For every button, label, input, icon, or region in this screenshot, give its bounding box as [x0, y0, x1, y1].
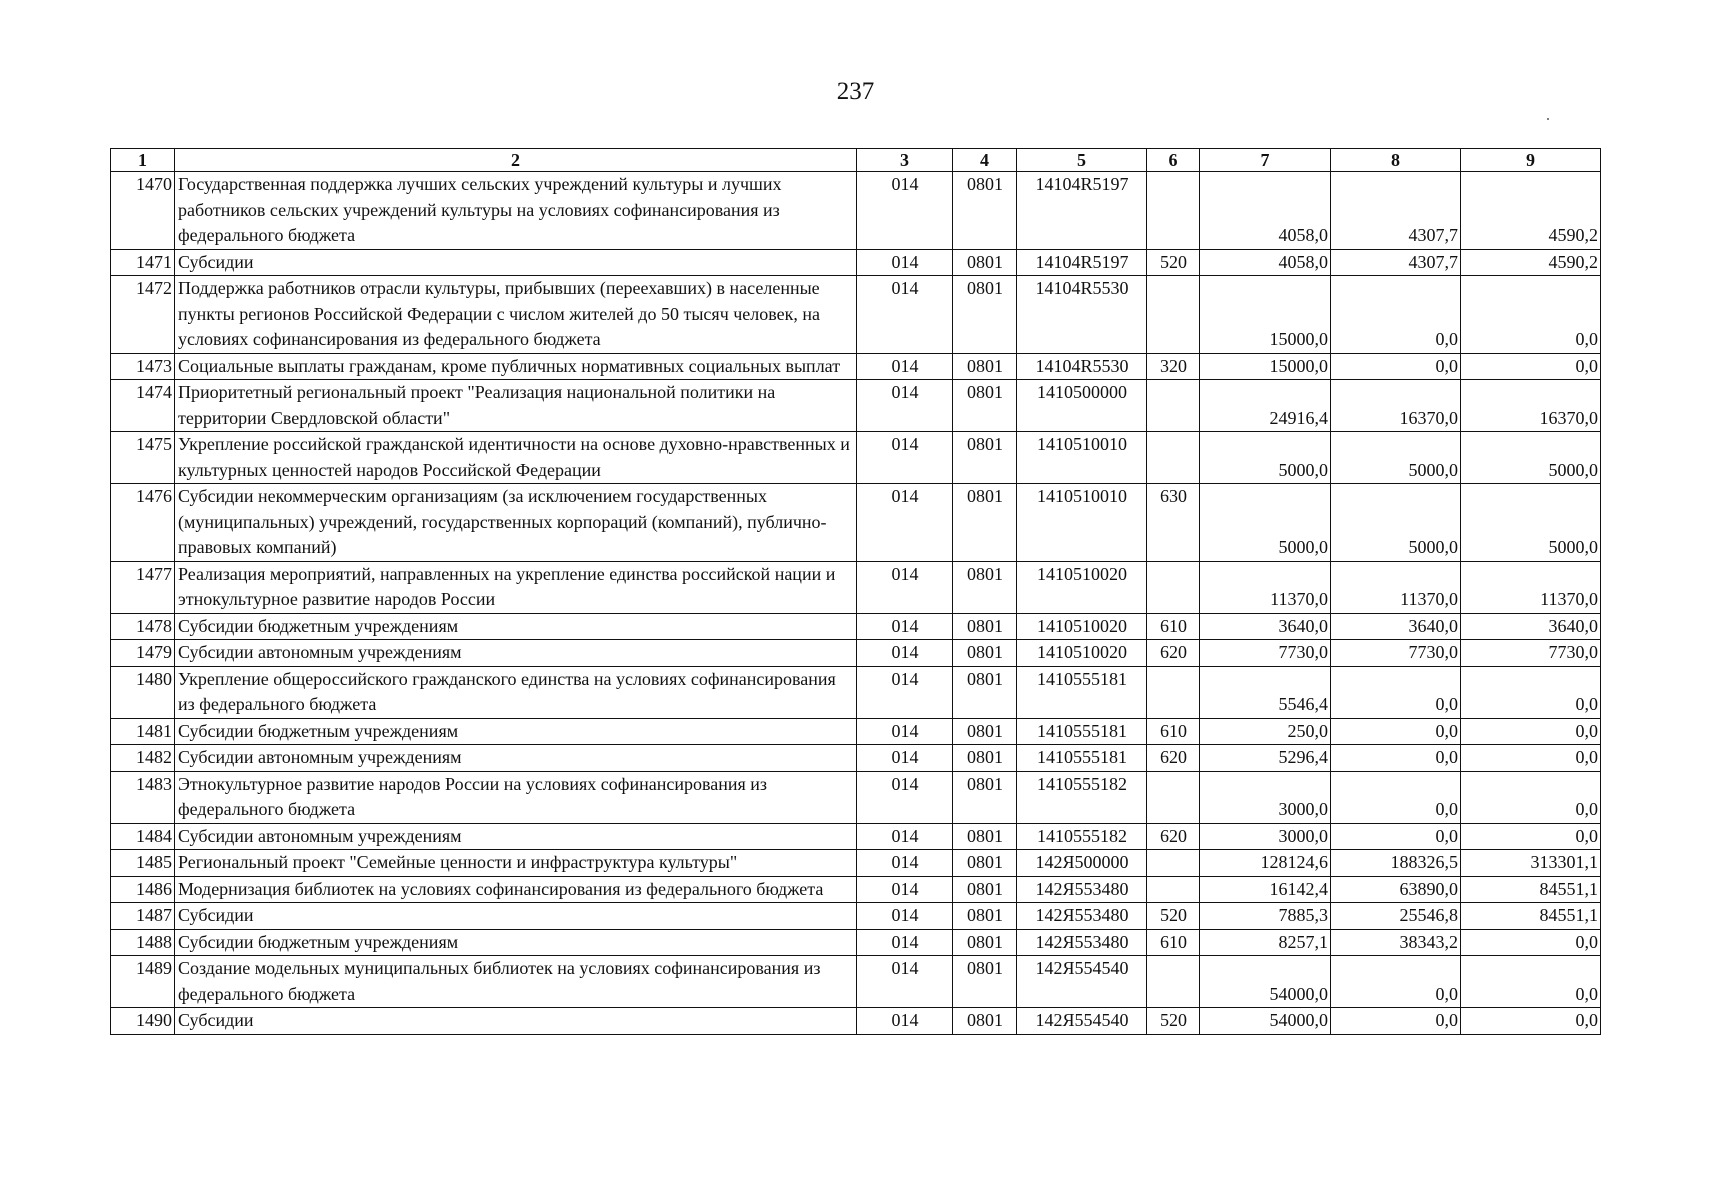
amount-col9: 4590,2: [1461, 249, 1601, 276]
row-name: Реализация мероприятий, направленных на укрепление единства российской нации и этнокультурное развитие народов России: [175, 561, 857, 613]
row-name: Укрепление общероссийского гражданского единства на условиях софинансирования из федерального бюджета: [175, 666, 857, 718]
expense-type: 520: [1147, 903, 1200, 930]
amount-col9: 16370,0: [1461, 380, 1601, 432]
ministry-code: 014: [857, 956, 953, 1008]
amount-col8: 188326,5: [1331, 850, 1461, 877]
expense-type: 610: [1147, 718, 1200, 745]
amount-col9: 0,0: [1461, 929, 1601, 956]
ministry-code: 014: [857, 432, 953, 484]
row-number: 1485: [111, 850, 175, 877]
table-row: [111, 172, 1601, 250]
target-code: 142Я553480: [1017, 929, 1147, 956]
amount-col8: 0,0: [1331, 823, 1461, 850]
header-row: [111, 149, 1601, 172]
amount-col9: 0,0: [1461, 276, 1601, 354]
amount-col8: 0,0: [1331, 1008, 1461, 1035]
expense-type: [1147, 876, 1200, 903]
row-name: Этнокультурное развитие народов России на условиях софинансирования из федерального бюджета: [175, 771, 857, 823]
section-code: 0801: [953, 666, 1017, 718]
ministry-code: 014: [857, 484, 953, 562]
row-number: 1472: [111, 276, 175, 354]
amount-col8: 7730,0: [1331, 640, 1461, 667]
expense-type: [1147, 850, 1200, 877]
target-code: 1410510020: [1017, 613, 1147, 640]
section-code: 0801: [953, 249, 1017, 276]
table-row: [111, 353, 1601, 380]
amount-col9: 0,0: [1461, 718, 1601, 745]
row-number: 1473: [111, 353, 175, 380]
row-name: Субсидии автономным учреждениям: [175, 745, 857, 772]
section-code: 0801: [953, 929, 1017, 956]
amount-col9: 11370,0: [1461, 561, 1601, 613]
expense-type: [1147, 771, 1200, 823]
row-number: 1471: [111, 249, 175, 276]
ministry-code: 014: [857, 1008, 953, 1035]
expense-type: 320: [1147, 353, 1200, 380]
amount-col9: 0,0: [1461, 771, 1601, 823]
section-code: 0801: [953, 353, 1017, 380]
ministry-code: 014: [857, 666, 953, 718]
table-row: [111, 432, 1601, 484]
section-code: 0801: [953, 432, 1017, 484]
page-number: 237: [836, 78, 875, 105]
column-header: 3: [857, 149, 953, 172]
amount-col8: 0,0: [1331, 666, 1461, 718]
amount-col7: 5296,4: [1200, 745, 1331, 772]
section-code: 0801: [953, 956, 1017, 1008]
section-code: 0801: [953, 876, 1017, 903]
row-name: Поддержка работников отрасли культуры, прибывших (переехавших) в населенные пункты регионов Российской Федерации с числом жителей до 50 тысяч человек, на условиях софинансирования из федерального бюджета: [175, 276, 857, 354]
amount-col8: 0,0: [1331, 718, 1461, 745]
row-number: 1490: [111, 1008, 175, 1035]
section-code: 0801: [953, 561, 1017, 613]
section-code: 0801: [953, 484, 1017, 562]
amount-col7: 15000,0: [1200, 353, 1331, 380]
amount-col9: 7730,0: [1461, 640, 1601, 667]
amount-col7: 7885,3: [1200, 903, 1331, 930]
section-code: 0801: [953, 640, 1017, 667]
target-code: 14104R5530: [1017, 276, 1147, 354]
expense-type: 620: [1147, 823, 1200, 850]
scan-speck: [1547, 118, 1549, 120]
table-row: [111, 876, 1601, 903]
amount-col7: 3000,0: [1200, 771, 1331, 823]
ministry-code: 014: [857, 380, 953, 432]
section-code: 0801: [953, 718, 1017, 745]
section-code: 0801: [953, 613, 1017, 640]
row-number: 1474: [111, 380, 175, 432]
amount-col9: 0,0: [1461, 1008, 1601, 1035]
row-number: 1475: [111, 432, 175, 484]
column-header: 2: [175, 149, 857, 172]
amount-col9: 5000,0: [1461, 432, 1601, 484]
row-name: Социальные выплаты гражданам, кроме публичных нормативных социальных выплат: [175, 353, 857, 380]
row-name: Приоритетный региональный проект "Реализация национальной политики на территории Свердловской области": [175, 380, 857, 432]
expense-type: 520: [1147, 1008, 1200, 1035]
row-number: 1470: [111, 172, 175, 250]
row-name: Модернизация библиотек на условиях софинансирования из федерального бюджета: [175, 876, 857, 903]
section-code: 0801: [953, 903, 1017, 930]
amount-col7: 54000,0: [1200, 1008, 1331, 1035]
expense-type: [1147, 956, 1200, 1008]
row-name: Субсидии автономным учреждениям: [175, 823, 857, 850]
target-code: 142Я553480: [1017, 876, 1147, 903]
row-name: Субсидии: [175, 903, 857, 930]
row-name: Субсидии бюджетным учреждениям: [175, 718, 857, 745]
column-header: 4: [953, 149, 1017, 172]
section-code: 0801: [953, 823, 1017, 850]
budget-table: [110, 148, 1601, 1035]
amount-col9: 5000,0: [1461, 484, 1601, 562]
amount-col7: 3640,0: [1200, 613, 1331, 640]
table-row: [111, 823, 1601, 850]
target-code: 1410510010: [1017, 484, 1147, 562]
table-row: [111, 613, 1601, 640]
amount-col7: 15000,0: [1200, 276, 1331, 354]
amount-col8: 5000,0: [1331, 432, 1461, 484]
ministry-code: 014: [857, 850, 953, 877]
target-code: 142Я554540: [1017, 1008, 1147, 1035]
section-code: 0801: [953, 771, 1017, 823]
amount-col8: 25546,8: [1331, 903, 1461, 930]
ministry-code: 014: [857, 172, 953, 250]
table-row: [111, 666, 1601, 718]
ministry-code: 014: [857, 771, 953, 823]
amount-col7: 5000,0: [1200, 432, 1331, 484]
amount-col8: 0,0: [1331, 276, 1461, 354]
amount-col8: 38343,2: [1331, 929, 1461, 956]
amount-col7: 250,0: [1200, 718, 1331, 745]
amount-col7: 54000,0: [1200, 956, 1331, 1008]
row-name: Создание модельных муниципальных библиотек на условиях софинансирования из федерального бюджета: [175, 956, 857, 1008]
amount-col7: 4058,0: [1200, 172, 1331, 250]
ministry-code: 014: [857, 876, 953, 903]
expense-type: [1147, 276, 1200, 354]
row-number: 1477: [111, 561, 175, 613]
row-name: Государственная поддержка лучших сельских учреждений культуры и лучших работников сельских учреждений культуры на условиях софинансирования из федерального бюджета: [175, 172, 857, 250]
column-header: 7: [1200, 149, 1331, 172]
section-code: 0801: [953, 172, 1017, 250]
amount-col9: 0,0: [1461, 823, 1601, 850]
amount-col9: 84551,1: [1461, 903, 1601, 930]
column-header: 8: [1331, 149, 1461, 172]
target-code: 142Я554540: [1017, 956, 1147, 1008]
amount-col8: 16370,0: [1331, 380, 1461, 432]
amount-col7: 24916,4: [1200, 380, 1331, 432]
target-code: 1410555181: [1017, 666, 1147, 718]
amount-col8: 0,0: [1331, 956, 1461, 1008]
section-code: 0801: [953, 1008, 1017, 1035]
column-header: 9: [1461, 149, 1601, 172]
target-code: 14104R5530: [1017, 353, 1147, 380]
row-number: 1484: [111, 823, 175, 850]
row-number: 1487: [111, 903, 175, 930]
amount-col9: 0,0: [1461, 353, 1601, 380]
amount-col9: 3640,0: [1461, 613, 1601, 640]
ministry-code: 014: [857, 353, 953, 380]
target-code: 1410555181: [1017, 718, 1147, 745]
table-row: [111, 718, 1601, 745]
target-code: 1410555182: [1017, 823, 1147, 850]
row-name: Субсидии некоммерческим организациям (за исключением государственных (муниципальных) учреждений, государственных корпораций (компаний), публично-правовых компаний): [175, 484, 857, 562]
expense-type: 610: [1147, 929, 1200, 956]
target-code: 14104R5197: [1017, 172, 1147, 250]
table-row: [111, 745, 1601, 772]
row-number: 1481: [111, 718, 175, 745]
expense-type: 520: [1147, 249, 1200, 276]
section-code: 0801: [953, 276, 1017, 354]
section-code: 0801: [953, 380, 1017, 432]
ministry-code: 014: [857, 640, 953, 667]
expense-type: 630: [1147, 484, 1200, 562]
amount-col7: 7730,0: [1200, 640, 1331, 667]
target-code: 1410500000: [1017, 380, 1147, 432]
row-name: Субсидии бюджетным учреждениям: [175, 613, 857, 640]
row-name: Субсидии автономным учреждениям: [175, 640, 857, 667]
amount-col7: 8257,1: [1200, 929, 1331, 956]
column-header: 6: [1147, 149, 1200, 172]
table-row: [111, 956, 1601, 1008]
table-row: [111, 640, 1601, 667]
amount-col7: 5546,4: [1200, 666, 1331, 718]
ministry-code: 014: [857, 823, 953, 850]
amount-col7: 3000,0: [1200, 823, 1331, 850]
row-name: Субсидии бюджетным учреждениям: [175, 929, 857, 956]
amount-col9: 84551,1: [1461, 876, 1601, 903]
column-header: 5: [1017, 149, 1147, 172]
row-number: 1479: [111, 640, 175, 667]
amount-col9: 0,0: [1461, 666, 1601, 718]
expense-type: [1147, 172, 1200, 250]
expense-type: [1147, 561, 1200, 613]
ministry-code: 014: [857, 929, 953, 956]
table-row: [111, 249, 1601, 276]
row-number: 1486: [111, 876, 175, 903]
row-number: 1482: [111, 745, 175, 772]
amount-col7: 5000,0: [1200, 484, 1331, 562]
row-number: 1483: [111, 771, 175, 823]
amount-col8: 3640,0: [1331, 613, 1461, 640]
amount-col8: 4307,7: [1331, 172, 1461, 250]
table-row: [111, 850, 1601, 877]
row-number: 1488: [111, 929, 175, 956]
ministry-code: 014: [857, 249, 953, 276]
row-number: 1489: [111, 956, 175, 1008]
target-code: 1410555182: [1017, 771, 1147, 823]
expense-type: [1147, 432, 1200, 484]
row-name: Субсидии: [175, 1008, 857, 1035]
column-header: 1: [111, 149, 175, 172]
ministry-code: 014: [857, 745, 953, 772]
amount-col9: 313301,1: [1461, 850, 1601, 877]
table-row: [111, 1008, 1601, 1035]
section-code: 0801: [953, 850, 1017, 877]
row-number: 1476: [111, 484, 175, 562]
ministry-code: 014: [857, 561, 953, 613]
amount-col8: 63890,0: [1331, 876, 1461, 903]
amount-col8: 5000,0: [1331, 484, 1461, 562]
table-row: [111, 903, 1601, 930]
target-code: 1410510020: [1017, 561, 1147, 613]
row-name: Региональный проект "Семейные ценности и инфраструктура культуры": [175, 850, 857, 877]
amount-col8: 0,0: [1331, 745, 1461, 772]
row-name: Субсидии: [175, 249, 857, 276]
ministry-code: 014: [857, 903, 953, 930]
row-name: Укрепление российской гражданской идентичности на основе духовно-нравственных и культурных ценностей народов Российской Федерации: [175, 432, 857, 484]
amount-col7: 4058,0: [1200, 249, 1331, 276]
expense-type: 620: [1147, 745, 1200, 772]
amount-col8: 0,0: [1331, 353, 1461, 380]
amount-col8: 11370,0: [1331, 561, 1461, 613]
expense-type: 610: [1147, 613, 1200, 640]
target-code: 14104R5197: [1017, 249, 1147, 276]
amount-col8: 4307,7: [1331, 249, 1461, 276]
ministry-code: 014: [857, 718, 953, 745]
amount-col9: 4590,2: [1461, 172, 1601, 250]
amount-col8: 0,0: [1331, 771, 1461, 823]
expense-type: 620: [1147, 640, 1200, 667]
amount-col7: 16142,4: [1200, 876, 1331, 903]
target-code: 1410510010: [1017, 432, 1147, 484]
table-row: [111, 929, 1601, 956]
target-code: 1410510020: [1017, 640, 1147, 667]
expense-type: [1147, 380, 1200, 432]
table-body: [111, 172, 1601, 1035]
amount-col9: 0,0: [1461, 745, 1601, 772]
target-code: 1410555181: [1017, 745, 1147, 772]
target-code: 142Я553480: [1017, 903, 1147, 930]
section-code: 0801: [953, 745, 1017, 772]
ministry-code: 014: [857, 613, 953, 640]
expense-type: [1147, 666, 1200, 718]
table-row: [111, 276, 1601, 354]
amount-col7: 128124,6: [1200, 850, 1331, 877]
amount-col7: 11370,0: [1200, 561, 1331, 613]
table-row: [111, 380, 1601, 432]
ministry-code: 014: [857, 276, 953, 354]
table-row: [111, 771, 1601, 823]
table-row: [111, 561, 1601, 613]
table-row: [111, 484, 1601, 562]
target-code: 142Я500000: [1017, 850, 1147, 877]
amount-col9: 0,0: [1461, 956, 1601, 1008]
row-number: 1480: [111, 666, 175, 718]
row-number: 1478: [111, 613, 175, 640]
